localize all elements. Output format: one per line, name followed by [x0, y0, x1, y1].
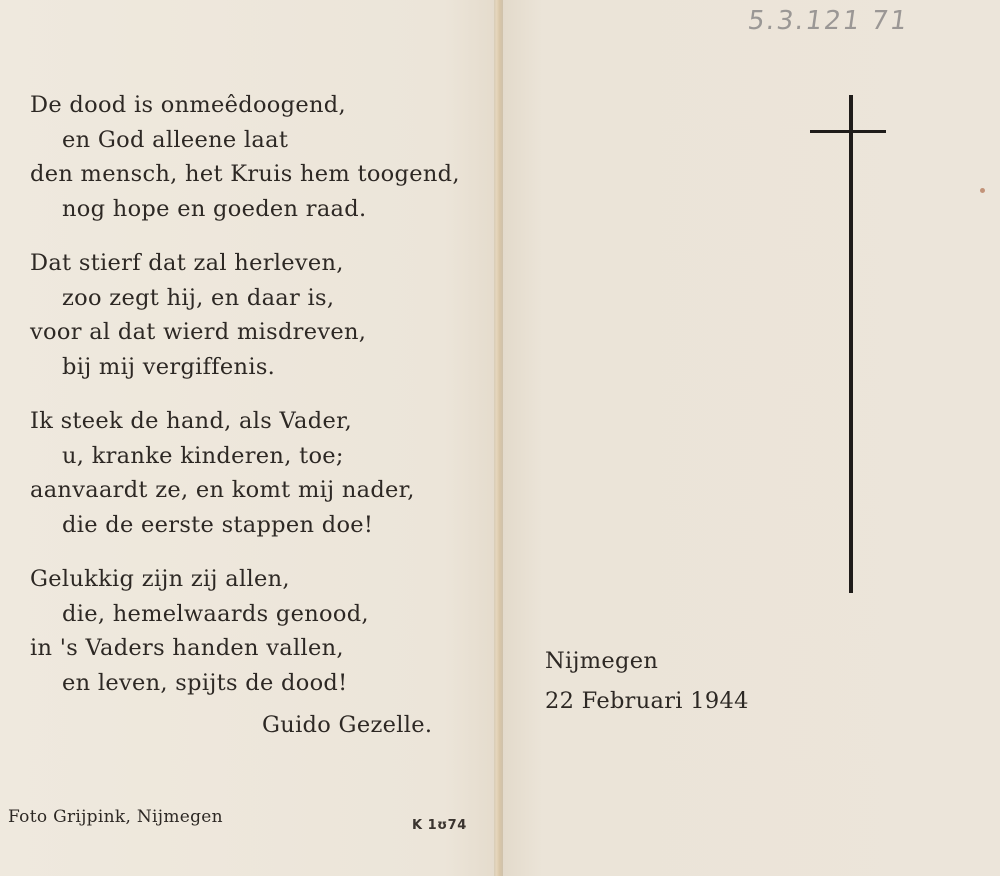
poem-line: De dood is onmeêdoogend,: [30, 92, 346, 118]
date: 22 Februari 1944: [545, 688, 749, 714]
poem-line: Dat stierf dat zal herleven,: [30, 250, 344, 276]
poem: [30, 88, 490, 720]
right-panel: [503, 0, 1000, 876]
poem-author: Guido Gezelle.: [262, 712, 433, 738]
archive-number-pencil: 5.3.121 71: [745, 6, 911, 36]
left-panel: [0, 0, 494, 876]
cross-icon: [808, 95, 888, 595]
stanza-3: [30, 404, 490, 542]
center-fold: [494, 0, 503, 876]
poem-line: Ik steek de hand, als Vader,: [30, 408, 353, 434]
poem-line: Gelukkig zijn zij allen,: [30, 566, 290, 592]
poem-line: in 's Vaders handen vallen,: [30, 635, 344, 661]
poem-line: aanvaardt ze, en komt mij nader,: [30, 477, 415, 503]
poem-line: nog hope en goeden raad.: [62, 195, 367, 222]
poem-line: die de eerste stappen doe!: [62, 511, 374, 538]
cross-vertical-bar: [849, 95, 853, 593]
paper-speck: [980, 188, 985, 193]
poem-line: en leven, spijts de dood!: [62, 669, 348, 696]
poem-line: zoo zegt hij, en daar is,: [62, 284, 335, 311]
cross-horizontal-bar: [810, 130, 886, 133]
catalog-number: K 1ʊ74: [412, 818, 467, 833]
photographer-credit: Foto Grijpink, Nijmegen: [8, 807, 223, 827]
poem-line: den mensch, het Kruis hem toogend,: [30, 161, 460, 187]
poem-line: en God alleene laat: [62, 126, 289, 153]
stanza-2: [30, 246, 490, 384]
poem-line: die, hemelwaards genood,: [62, 600, 369, 627]
poem-line: voor al dat wierd misdreven,: [30, 319, 367, 345]
place: Nijmegen: [545, 648, 659, 674]
poem-line: bij mij vergiffenis.: [62, 353, 276, 380]
stanza-1: [30, 88, 490, 226]
stanza-4: [30, 562, 490, 700]
poem-line: u, kranke kinderen, toe;: [62, 442, 344, 469]
